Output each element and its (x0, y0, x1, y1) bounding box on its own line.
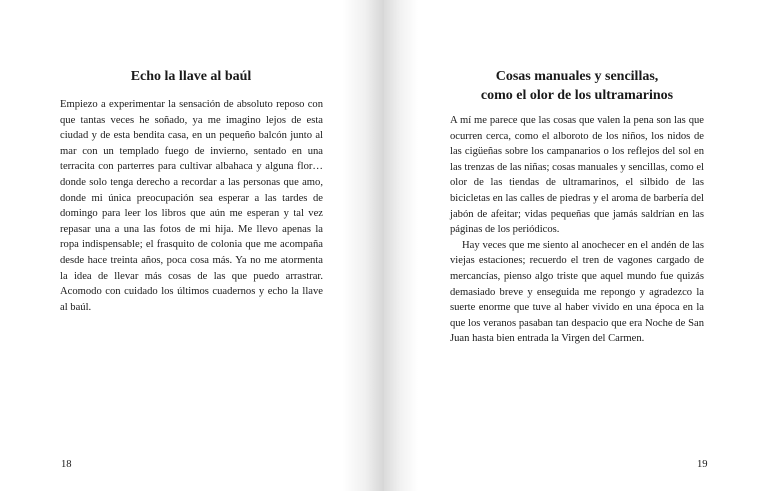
body-text (60, 97, 323, 315)
right-page (384, 0, 768, 491)
chapter-title-line-2: como el olor de los ultramarinos (480, 88, 674, 103)
gutter-shadow (342, 0, 384, 491)
paragraph: Hay veces que me siento al anochecer en el andén de las viejas estaciones; recuerdo el tren de vagones cargado de mercancías, pienso algo triste que aquel mundo fue quizás demasiado breve y enseguida me repongo y agradezco la suerte enorme que tuve al haber vivido en una época en la que los veranos pasaban tan despacio que era Noche de San Juan hasta bien entrada la Virgen del Carmen. (450, 239, 704, 345)
chapter-title-text: Echo la llave al baúl (130, 69, 252, 84)
chapter-title-line-1: Cosas manuales y sencillas, (495, 69, 659, 84)
body-text (450, 113, 704, 347)
page-number: 19 (697, 459, 708, 470)
chapter-title (450, 67, 704, 105)
paragraph: Empiezo a experimentar la sensación de absoluto reposo con que tantas veces he soñado, ya me imagino lejos de esta ciudad y de esta bendita casa, en un pequeño balcón junto al mar con un templado fuego de invierno, sentado en una terracita con parterres para cultivar albahaca y alguna flor… donde solo tenga derecho a recordar a las personas que amo, donde mi única preocupación sea esperar a las tardes de domingo para leer los libros que aún me esperan y tal vez repasar una a una las fotos de mi hija. Me llevo apenas la ropa indispensable; el frasquito de colonia que me acompaña desde hace treinta años, poca cosa más. Ya no me atormenta la idea de llevar más cosas de las que puedo arrastrar. Acomodo con cuidado los últimos cuadernos y echo la llave al baúl. (60, 99, 323, 313)
chapter-title (60, 67, 322, 86)
gutter-shadow (384, 0, 418, 491)
paragraph: A mí me parece que las cosas que valen la pena son las que ocurren cerca, como el alboroto de los niños, los nidos de las cigüeñas sobre los campanarios o los reflejos del sol en las trenzas de las niñas; cosas manuales y sencillas, como el olor de las tiendas de ultramarinos, el silbido de las bicicletas en las calles de piedras y el aroma de barbería del jabón de afeitar; vidas pequeñas que jamás saldrían en las páginas de los periódicos. (450, 115, 704, 236)
page-number: 18 (61, 459, 72, 470)
